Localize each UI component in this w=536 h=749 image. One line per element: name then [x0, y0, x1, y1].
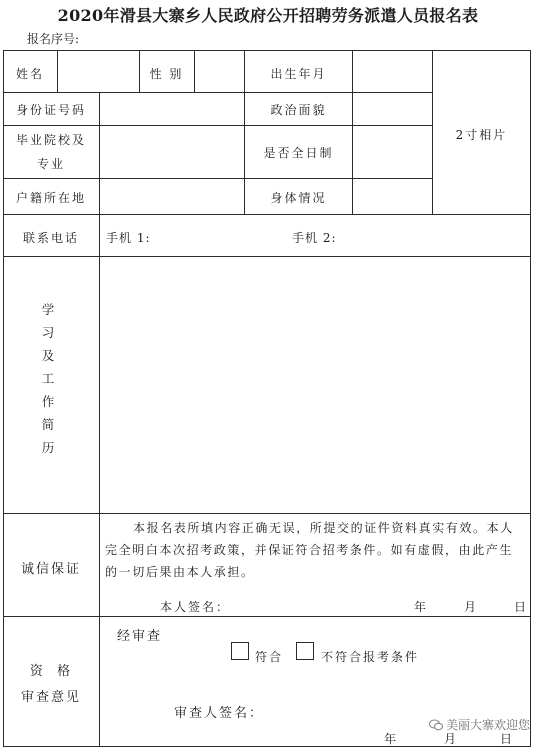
political-status-value[interactable]	[353, 93, 432, 125]
fulltime-label: 是否全日制	[263, 146, 334, 160]
photo-placeholder: 2寸相片	[455, 128, 508, 142]
form-title: 2020年滑县大寨乡人民政府公开招聘劳务派遣人员报名表	[57, 6, 479, 25]
resume-value[interactable]	[100, 257, 530, 513]
integrity-year-label: 年	[414, 600, 429, 614]
fulltime-value[interactable]	[353, 126, 432, 178]
qualified-option-label: 符合	[255, 650, 284, 664]
review-month-label: 月	[444, 732, 459, 746]
not-qualified-checkbox[interactable]	[296, 642, 314, 660]
health-label: 身体情况	[270, 191, 327, 205]
integrity-day-label: 日	[514, 600, 529, 614]
hukou-label: 户籍所在地	[15, 191, 86, 205]
review-day-label: 日	[500, 732, 515, 746]
id-number-value[interactable]	[100, 93, 244, 125]
id-number-label: 身份证号码	[15, 103, 86, 117]
review-label-line2: 审查意见	[20, 690, 81, 705]
integrity-month-label: 月	[464, 600, 479, 614]
phone2-label: 手机 2:	[292, 231, 337, 245]
birth-label: 出生年月	[270, 67, 327, 81]
integrity-label: 诚信保证	[20, 562, 81, 577]
wechat-icon	[429, 719, 443, 731]
political-status-label: 政治面貌	[270, 103, 327, 117]
serial-number-label: 报名序号:	[27, 32, 80, 46]
health-value[interactable]	[353, 179, 432, 214]
name-value[interactable]	[58, 51, 139, 92]
not-qualified-option-label: 不符合报考条件	[321, 650, 420, 664]
review-year-label: 年	[384, 732, 399, 746]
gender-label: 性 别	[149, 67, 184, 81]
contact-phone-label: 联系电话	[22, 231, 79, 245]
qualified-checkbox[interactable]	[231, 642, 249, 660]
hukou-value[interactable]	[100, 179, 244, 214]
watermark	[429, 716, 530, 733]
name-label: 姓名	[15, 67, 44, 81]
school-value[interactable]	[100, 126, 244, 178]
reviewer-signature-label: 审查人签名：	[174, 706, 265, 721]
gender-value[interactable]	[195, 51, 244, 92]
watermark-text: 美丽大寨欢迎您	[445, 718, 530, 732]
school-label-line1: 毕业院校及	[15, 133, 86, 147]
review-label-line1: 资 格	[29, 664, 73, 679]
integrity-statement: 本报名表所填内容正确无误，所提交的证件资料真实有效。本人完全明白本次招考政策，并保证符合招考条件。如有虚假，由此产生的一切后果由本人承担。	[105, 521, 514, 579]
reviewed-label: 经审查	[117, 629, 163, 644]
phone1-label: 手机 1:	[106, 231, 151, 245]
birth-value[interactable]	[353, 51, 432, 92]
applicant-signature-label: 本人签名：	[160, 600, 231, 614]
school-label-line2: 专业	[36, 157, 65, 171]
resume-label: 学 习 及 工 作 简 历	[41, 302, 55, 455]
